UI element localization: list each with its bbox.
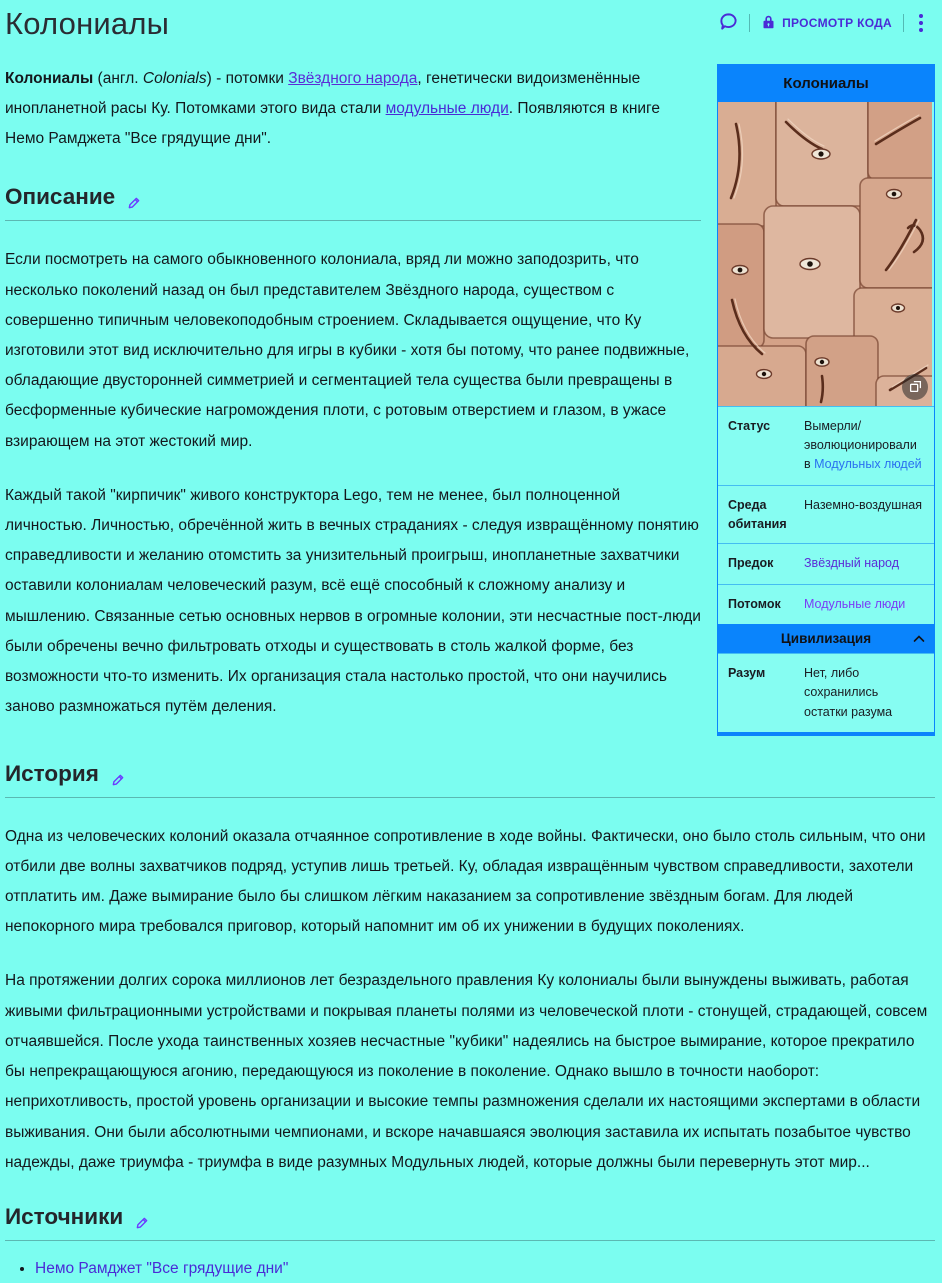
row-label: Потомок — [728, 596, 781, 611]
section-title: История — [5, 760, 99, 786]
infobox-row-habitat — [718, 485, 934, 544]
flesh-cubes-illustration — [718, 102, 932, 406]
modular-people-link[interactable]: модульные люди — [385, 99, 509, 117]
page-title: Колониалы — [5, 6, 170, 41]
infobox-row-mind — [718, 653, 934, 732]
divider — [903, 14, 904, 32]
star-people-link[interactable]: Звёздный народ — [804, 556, 900, 571]
row-label: Разум — [728, 666, 766, 681]
list-item — [35, 1255, 935, 1283]
section-title: Источники — [5, 1203, 124, 1229]
source-book-link[interactable]: Немо Рамджет "Все грядущие дни" — [35, 1259, 289, 1277]
paragraph: Каждый такой "кирпичик" живого конструктора Lego, тем не менее, был полноценной личностью. Личностью, обречённой жить в вечных страданиях - следуя извращённому понятию справедливости и желанию отомстить за унизительный проигрыш, инопланетные захватчики оставили колониалам человеческий разум, всё ещё способный к сложному анализу и мышлению. Связанные сетью основных нервов в огромные колонии, эти несчастные пост-люди были обречены вечно фильтровать отходы и существовать в столь жалкой форме, без возможности что-то изменить. Их организация стала настолько простой, что они научились заново размножаться путём деления. — [5, 486, 701, 716]
paragraph: Одна из человеческих колоний оказала отчаянное сопротивление в ходе войны. Фактически, оно было столь сильным, что они отбили две волны захватчиков подряд, уступив лишь третьей. Ку, обладая извращённым чувством справедливости, захотели отплатить им. Даже вымирание было бы слишком лёгким наказанием за сопротивление звёздным богам. Для людей непокорного мира требовался приговор, который напомнит им об их унижении в будущих поколениях. — [5, 827, 926, 936]
row-value — [804, 595, 924, 614]
edit-section-icon[interactable] — [135, 1210, 149, 1224]
infobox-group-civilization[interactable]: Цивилизация — [718, 624, 934, 653]
expand-image-button[interactable] — [902, 374, 928, 400]
article-subject: Колониалы — [5, 69, 94, 87]
section-heading — [5, 1204, 935, 1241]
star-people-link[interactable]: Звёздного народа — [288, 69, 418, 87]
infobox-row-status — [718, 406, 934, 485]
view-source-label: ПРОСМОТР КОДА — [782, 16, 892, 30]
divider — [749, 14, 750, 32]
article-content — [5, 64, 935, 1283]
kebab-menu-icon — [919, 14, 923, 18]
page-actions — [719, 12, 927, 34]
row-value — [804, 554, 924, 573]
page-header — [5, 0, 935, 42]
section-sources — [5, 1204, 935, 1283]
row-label: Предок — [728, 556, 774, 571]
intro-paragraph: Колониалы (англ. Colonials) - потомки Звёздного народа, генетически видоизменённые инопланетной расы Ку. Потомками этого вида стали модульные люди. Появляются в книге Немо Рамджета "Все грядущие дни". — [5, 69, 660, 148]
infobox-row-ancestor — [718, 543, 934, 583]
infobox-title: Колониалы — [718, 65, 934, 102]
section-heading — [5, 761, 935, 798]
section-history — [5, 761, 935, 1178]
view-source-button[interactable] — [761, 14, 892, 33]
row-value: Нет, либо сохранились остатки разума — [804, 666, 893, 719]
infobox — [717, 64, 935, 737]
more-options-button[interactable] — [915, 12, 927, 34]
infobox-row-descendant — [718, 584, 934, 624]
row-value: Вымерли/эволюционировали в Модульных людей — [804, 418, 922, 472]
edit-section-icon[interactable] — [127, 190, 141, 204]
sources-list — [5, 1255, 935, 1283]
expand-icon — [909, 380, 922, 393]
paragraph: Если посмотреть на самого обыкновенного колониала, вряд ли можно заподозрить, что несколько поколений назад он был представителем Звёздного народа, существом с совершенно типичным человекоподобным строением. Складывается ощущение, что Ку изготовили этот вид исключительно для игры в кубики - хотя бы потому, что ранее подвижные, обладающие двусторонней симметрией и сегментацией тела существа были превращены в бесформенные кубические нагромождения плоти, с ротовым отверстием и глазом, в ужасе взирающем на этот жестокий мир. — [5, 251, 690, 450]
modular-people-link[interactable]: Модульных людей — [814, 457, 922, 472]
row-label: Статус — [728, 418, 771, 433]
modular-people-link[interactable]: Модульные люди — [804, 596, 906, 611]
chevron-up-icon — [913, 632, 925, 647]
paragraph: На протяжении долгих сорока миллионов лет безраздельного правления Ку колониалы были вынуждены выживать, работая живыми фильтрационными устройствами и покрывая планеты полями из человеческой плоти - стонущей, страдающей, совсем отчаявшейся. После ухода таинственных хозяев несчастные "кубики" надеялись на быстрое вымирание, которое прекратило бы непрекращающуюся агонию, передающуюся из поколение в поколение. Однако вышло в точности наоборот: неприхотливость, простой уровень организации и высокие темпы размножения сделали их настоящими экспертами в области выживания. Они были абсолютными чемпионами, и вскоре начавшаяся эволюция заставила их испытать позабытое чувство надежды, даже триумфа - триумфа в виде разумных Модульных людей, которые должны были перевернуть этот мир... — [5, 972, 928, 1171]
section-title: Описание — [5, 184, 116, 210]
infobox-image[interactable] — [718, 102, 934, 406]
comments-button[interactable] — [719, 12, 738, 34]
lock-icon — [761, 14, 776, 33]
section-heading — [5, 184, 701, 221]
comment-bubble-icon — [719, 12, 738, 34]
edit-section-icon[interactable] — [111, 767, 125, 781]
row-value: Наземно-воздушная — [804, 497, 922, 512]
row-label: Среда обитания — [728, 497, 787, 531]
